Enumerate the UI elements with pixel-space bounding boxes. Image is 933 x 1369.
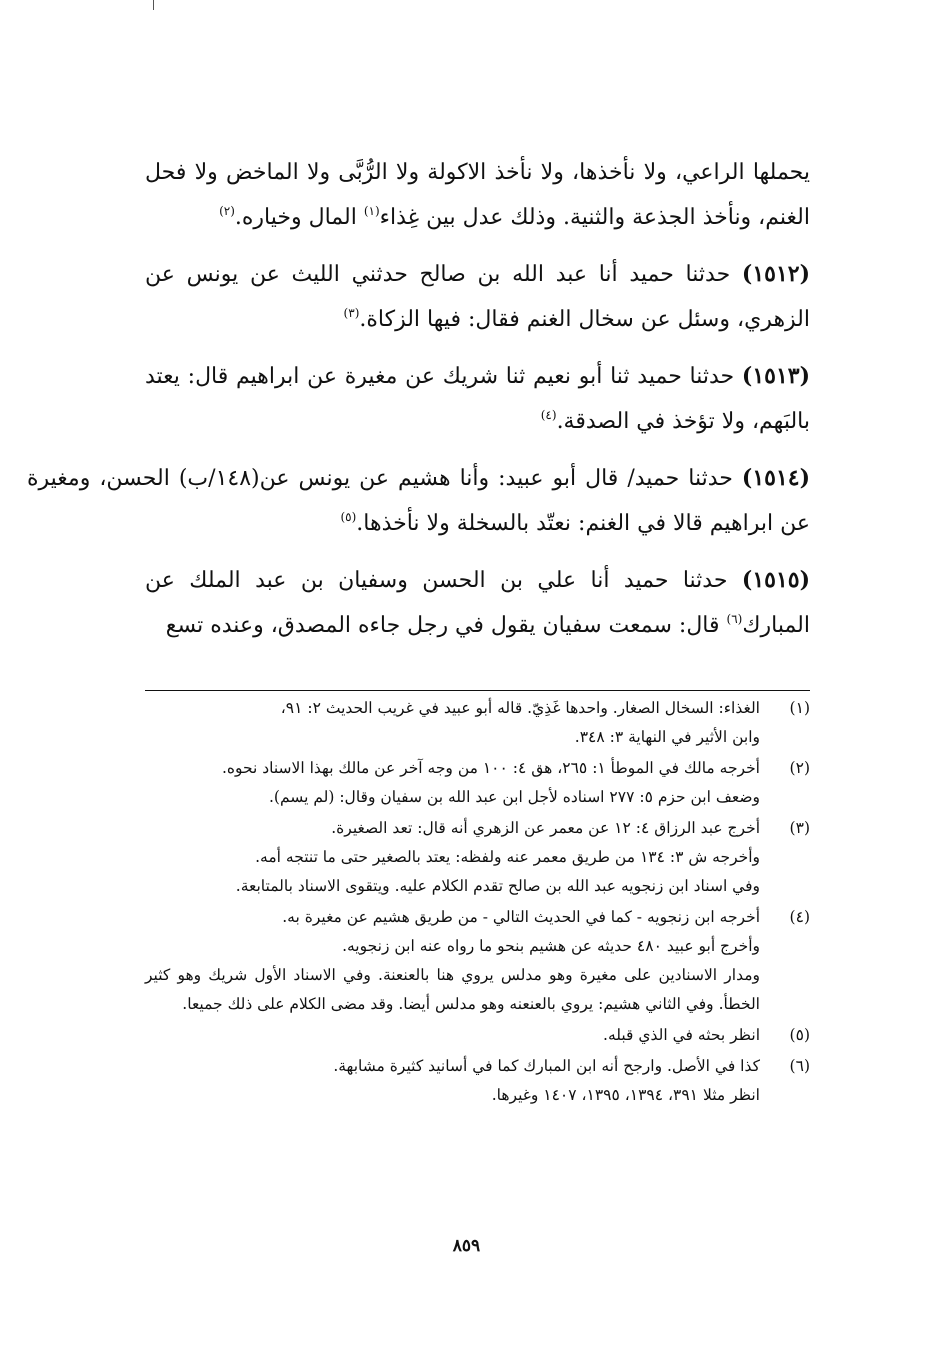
paragraph-1513 bbox=[145, 354, 810, 444]
footnote-number: (١) bbox=[789, 699, 810, 717]
hadith-number: (١٥١٥) bbox=[741, 567, 810, 593]
footnote-4 bbox=[145, 903, 810, 1019]
footnote-ref: (٣) bbox=[343, 306, 360, 320]
paragraph-text: يحملها الراعي، ولا نأخذها، ولا نأخذ الاكولة ولا الرُّبَّى ولا الماخض ولا فحل الغنم، ونأخذ الجذعة والثنية. وذلك عدل بين غِذاء bbox=[145, 160, 810, 230]
footnote-line: أخرجه ابن زنجويه - كما في الحديث التالي - من طريق هشيم عن مغيرة به. bbox=[282, 908, 760, 926]
footnote-line: وفي اسناد ابن زنجويه عبد الله بن صالح تقدم الكلام عليه. ويتقوى الاسناد بالمتابعة. bbox=[235, 877, 760, 895]
paragraph-1512 bbox=[145, 252, 810, 342]
footnote-ref: (٦) bbox=[726, 612, 743, 626]
footnote-line: وضعف ابن حزم ٥: ٢٧٧ اسناده لأجل ابن عبد الله بن سفيان وقال: (لم يسم). bbox=[268, 788, 760, 806]
footnote-5 bbox=[145, 1021, 810, 1050]
footnote-line: وأخرجه ش ٣: ١٣٤ من طريق معمر عنه ولفظه: يعتد بالصغير حتى ما تنتجه أمه. bbox=[255, 848, 760, 866]
footnote-number: (٢) bbox=[789, 759, 810, 777]
paragraph-text: حدثنا حميد ثنا أبو نعيم ثنا شريك عن مغيرة عن ابراهيم قال: يعتد بالبَهم، ولا تؤخذ في الصدقة. bbox=[145, 364, 810, 434]
paragraph-1515 bbox=[145, 558, 810, 648]
manuscript-folio-marker: (١٤٨/ب) bbox=[178, 466, 260, 491]
hadith-number: (١٥١٤) bbox=[741, 465, 810, 491]
footnote-line: كذا في الأصل. وارجح أنه ابن المبارك كما في أسانيد كثيرة مشابهة. bbox=[333, 1057, 760, 1075]
footnote-line: وأخرج أبو عبيد ٤٨٠ حديثه عن هشيم بنحو ما رواه عنه ابن زنجويه. bbox=[342, 937, 760, 955]
footnote-ref: (١) bbox=[363, 204, 380, 218]
footnote-body bbox=[145, 1021, 760, 1050]
footnote-line: وابن الأثير في النهاية ٣: ٣٤٨. bbox=[574, 728, 760, 746]
footnote-1 bbox=[145, 694, 810, 752]
footnote-line: ومدار الاسنادين على مغيرة وهو مدلس يروي هنا بالعنعنة. وفي الاسناد الأول شريك وهو كثير الخطأ. وفي الثاني هشيم: يروي بالعنعنه وهو مدلس أيضا. وقد مضى الكلام على ذلك جميعا. bbox=[145, 966, 760, 1013]
scan-mark bbox=[153, 0, 154, 10]
hadith-number: (١٥١٣) bbox=[741, 363, 810, 389]
main-text bbox=[27, 150, 810, 660]
footnote-body bbox=[145, 694, 760, 752]
footnote-body bbox=[145, 754, 760, 812]
paragraph-text: المال وخياره. bbox=[234, 205, 364, 230]
footnote-number: (٤) bbox=[789, 908, 810, 926]
footnote-number: (٣) bbox=[789, 819, 810, 837]
footnote-ref: (٢) bbox=[219, 204, 235, 218]
footnote-line: انظر بحثه في الذي قبله. bbox=[603, 1026, 760, 1044]
footnote-3 bbox=[145, 814, 810, 901]
paragraph-text: حدثنا حميد أنا علي بن الحسن وسفيان بن عبد الملك عن المبارك bbox=[145, 568, 810, 638]
footnote-line: انظر مثلا ٣٩١، ١٣٩٤، ١٣٩٥، ١٤٠٧ وغيرها. bbox=[491, 1086, 760, 1104]
footnote-body bbox=[145, 1052, 760, 1110]
footnote-line: أخرج عبد الرزاق ٤: ١٢ عن معمر عن الزهري أنه قال: تعد الصغيرة. bbox=[331, 819, 760, 837]
footnote-ref: (٤) bbox=[540, 408, 557, 422]
paragraph-text: قال: سمعت سفيان يقول في رجل جاءه المصدق، وعنده تسع bbox=[165, 613, 727, 638]
footnote-ref: (٥) bbox=[340, 510, 357, 524]
footnote-line: أخرجه مالك في الموطأ ١: ٢٦٥، هق ٤: ١٠٠ من وجه آخر عن مالك بهذا الاسناد نحوه. bbox=[221, 759, 760, 777]
footnote-body bbox=[145, 814, 760, 901]
footnotes bbox=[145, 694, 810, 1112]
paragraph-1514 bbox=[27, 456, 810, 546]
paragraph-text: حدثنا حميد أنا عبد الله بن صالح حدثني الليث عن يونس عن الزهري، وسئل عن سخال الغنم فقال: فيها الزكاة. bbox=[145, 262, 810, 332]
paragraph-continuation bbox=[145, 150, 810, 240]
paragraph-text: حدثنا حميد/ قال أبو عبيد: وأنا هشيم عن يونس عن bbox=[259, 466, 742, 491]
footnote-body bbox=[145, 903, 760, 1019]
paragraph-text: الحسن، ومغيرة عن ابراهيم قالا في الغنم: نعتّد بالسخلة ولا نأخذها. bbox=[27, 466, 810, 536]
hadith-number: (١٥١٢) bbox=[741, 261, 810, 287]
footnote-divider bbox=[145, 690, 810, 691]
footnote-number: (٦) bbox=[789, 1057, 810, 1075]
footnote-number: (٥) bbox=[789, 1026, 810, 1044]
page-number: ٨٥٩ bbox=[452, 1236, 481, 1256]
footnote-line: الغذاء: السخال الصغار. واحدها غَذِيّ. قاله أبو عبيد في غريب الحديث ٢: ٩١، bbox=[280, 699, 760, 717]
footnote-6 bbox=[145, 1052, 810, 1110]
footnote-2 bbox=[145, 754, 810, 812]
